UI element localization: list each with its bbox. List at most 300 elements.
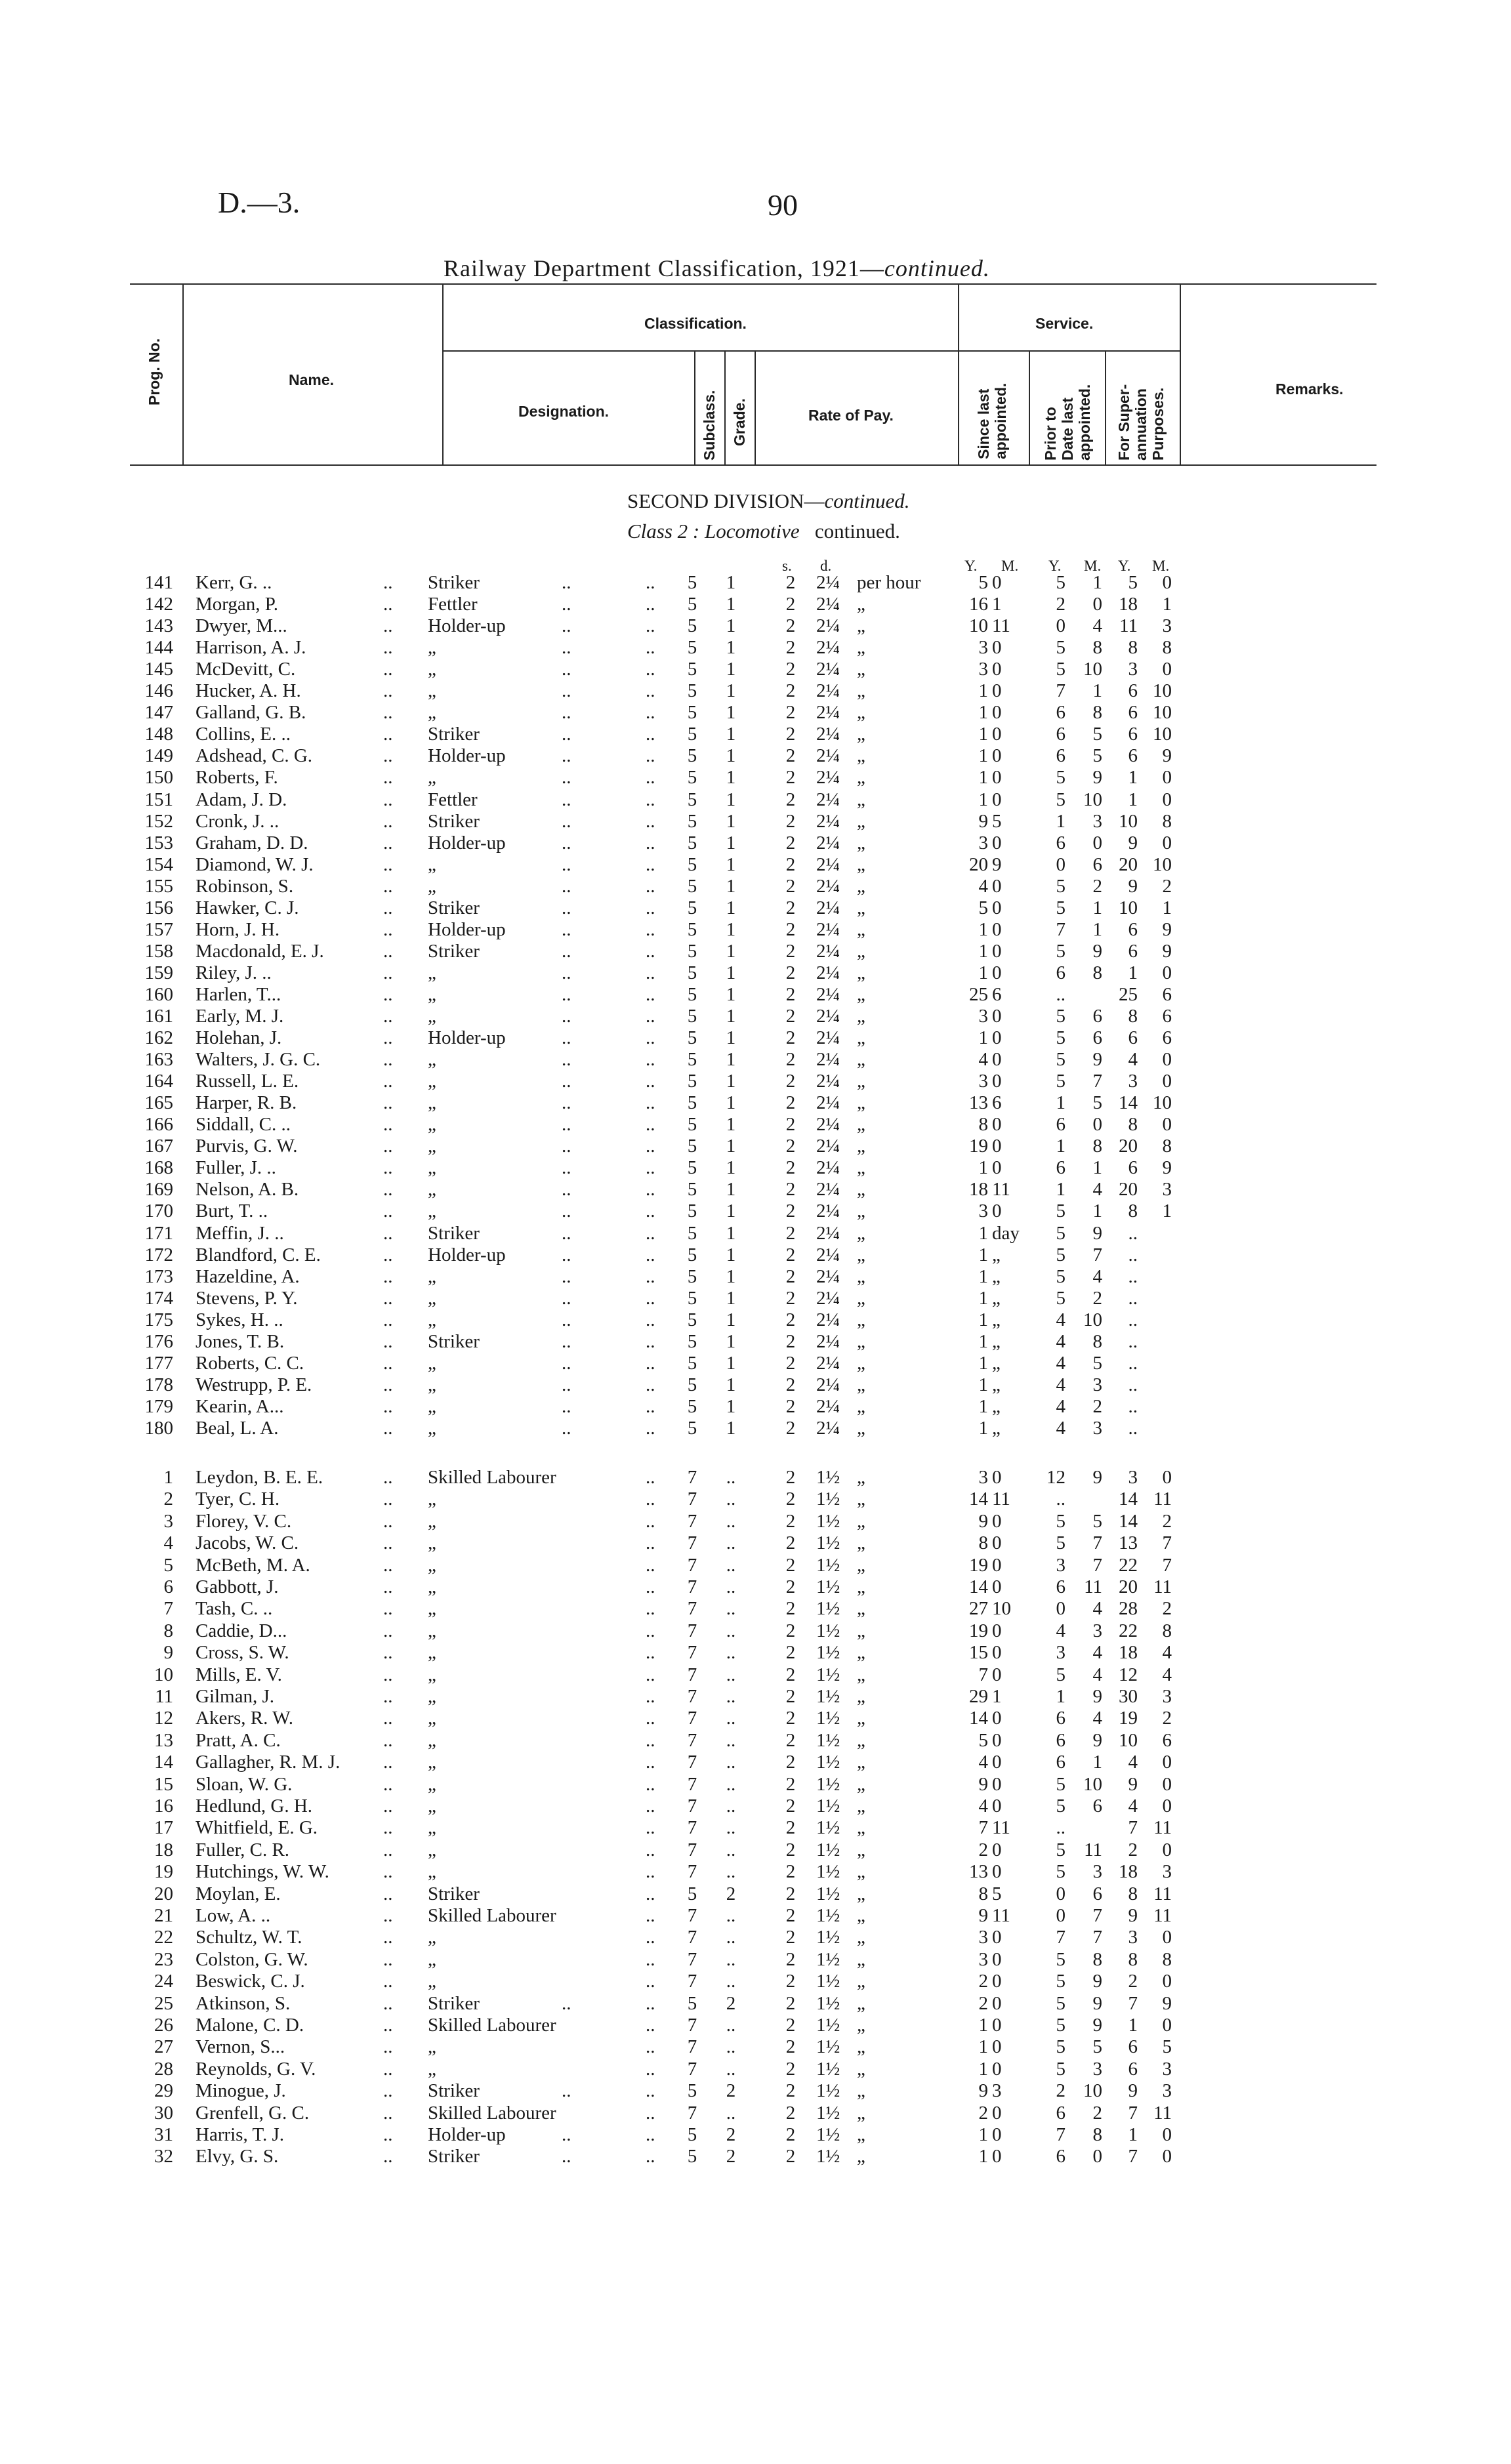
cell-rate-shillings: 2 — [785, 1948, 796, 1970]
cell-grade: 1 — [726, 832, 736, 853]
cell-prior-years: 4 — [1056, 1309, 1066, 1330]
cell-subclass: 7 — [687, 1686, 697, 1707]
cell-subclass-leader: .. — [646, 1554, 655, 1576]
cell-rate-shillings: 2 — [785, 940, 796, 962]
cell-since-years: 14 — [969, 1489, 988, 1510]
cell-super-months: 9 — [1162, 1157, 1172, 1179]
cell-name-leader: .. — [383, 1686, 393, 1707]
cell-since-years: 1 — [978, 1374, 988, 1395]
cell-since-months: „ — [992, 1309, 1001, 1330]
cell-designation-leader: .. — [562, 810, 571, 832]
unit-shillings: s. — [782, 558, 792, 574]
cell-subclass: 7 — [687, 1752, 697, 1773]
cell-prior-months: 2 — [1092, 875, 1102, 897]
cell-name-leader: .. — [383, 853, 393, 875]
cell-subclass-leader: .. — [646, 853, 655, 875]
cell-super-years: 19 — [1119, 1708, 1138, 1729]
cell-since-months: 0 — [992, 724, 1002, 745]
cell-since-months: 0 — [992, 1576, 1002, 1597]
cell-designation: „ — [428, 1352, 436, 1374]
cell-rate-pence: 2¼ — [816, 832, 840, 853]
cell-prog-no: 32 — [154, 2146, 173, 2167]
table-row — [0, 2103, 1511, 2124]
cell-super-months: 8 — [1162, 1620, 1172, 1641]
cell-super-years: 7 — [1128, 1817, 1138, 1839]
cell-since-years: 19 — [969, 1620, 988, 1641]
cell-prog-no: 172 — [144, 1244, 173, 1265]
cell-rate-unit: „ — [857, 2146, 865, 2167]
cell-rate-shillings: 2 — [785, 1883, 796, 1904]
cell-super-years: 20 — [1119, 1576, 1138, 1597]
cell-rate-shillings: 2 — [785, 1729, 796, 1751]
cell-name-leader: .. — [383, 1201, 393, 1222]
cell-rate-pence: 2¼ — [816, 1179, 840, 1201]
cell-grade: 1 — [726, 1179, 736, 1201]
cell-super-months: 0 — [1162, 767, 1172, 789]
cell-since-years: 3 — [978, 637, 988, 659]
cell-designation-leader: .. — [562, 832, 571, 853]
cell-prior-months: 9 — [1092, 1686, 1102, 1707]
cell-since-months: 0 — [992, 2058, 1002, 2080]
table-row — [0, 789, 1511, 811]
cell-super-years: .. — [1128, 1244, 1138, 1265]
cell-prog-no: 142 — [144, 594, 173, 615]
cell-subclass: 5 — [687, 702, 697, 724]
cell-prog-no: 145 — [144, 659, 173, 680]
cell-grade: .. — [726, 1861, 736, 1883]
cell-grade: .. — [726, 1708, 736, 1729]
cell-rate-unit: „ — [857, 1417, 865, 1439]
cell-since-months: 5 — [992, 810, 1002, 832]
cell-since-years: 3 — [978, 1006, 988, 1027]
cell-rate-unit: „ — [857, 702, 865, 724]
cell-grade: 2 — [726, 2124, 736, 2145]
cell-designation-leader: .. — [562, 767, 571, 789]
cell-name-leader: .. — [383, 1664, 393, 1685]
cell-grade: 1 — [726, 962, 736, 983]
cell-prior-months: 3 — [1092, 1861, 1102, 1883]
cell-prior-years: 5 — [1056, 1971, 1066, 1992]
cell-since-years: 19 — [969, 1136, 988, 1157]
cell-designation-leader: .. — [562, 1006, 571, 1027]
cell-since-months: 0 — [992, 1642, 1002, 1664]
cell-prior-years: 12 — [1046, 1467, 1066, 1488]
cell-rate-unit: „ — [857, 918, 865, 940]
cell-prior-years: 2 — [1056, 594, 1066, 615]
header-since-last-1: Since last — [975, 388, 992, 459]
cell-designation: Striker — [428, 1222, 480, 1244]
cell-rate-pence: 2¼ — [816, 1417, 840, 1439]
cell-grade: .. — [726, 1817, 736, 1839]
cell-prog-no: 158 — [144, 940, 173, 962]
cell-grade: 1 — [726, 767, 736, 789]
cell-name-leader: .. — [383, 1374, 393, 1395]
cell-prior-years: 5 — [1056, 1992, 1066, 2014]
table-row — [0, 1598, 1511, 1620]
cell-since-years: 1 — [978, 789, 988, 810]
cell-rate-shillings: 2 — [785, 615, 796, 637]
cell-prior-years: 5 — [1056, 1201, 1066, 1222]
cell-rate-unit: „ — [857, 1222, 865, 1244]
cell-name: Dwyer, M... — [196, 615, 287, 637]
cell-super-years: 22 — [1119, 1620, 1138, 1641]
cell-super-years: 7 — [1128, 2146, 1138, 2167]
header-name: Name. — [289, 371, 335, 388]
cell-rate-shillings: 2 — [785, 1352, 796, 1374]
page-title-continued: continued. — [884, 255, 990, 281]
cell-name-leader: .. — [383, 1532, 393, 1554]
cell-rate-shillings: 2 — [785, 1796, 796, 1817]
cell-prog-no: 159 — [144, 962, 173, 983]
cell-rate-shillings: 2 — [785, 875, 796, 897]
cell-subclass: 5 — [687, 1201, 697, 1222]
cell-rate-shillings: 2 — [785, 2124, 796, 2145]
rule-h-service — [958, 350, 1180, 352]
cell-grade: .. — [726, 2036, 736, 2058]
table-row — [0, 680, 1511, 702]
cell-since-years: 3 — [978, 832, 988, 853]
cell-designation: „ — [428, 1773, 436, 1795]
cell-super-years: 18 — [1119, 1861, 1138, 1883]
cell-prior-months: 9 — [1092, 1049, 1102, 1071]
cell-since-months: 0 — [992, 1114, 1002, 1136]
cell-subclass: 7 — [687, 1532, 697, 1554]
cell-designation: Striker — [428, 810, 480, 832]
cell-subclass: 7 — [687, 1817, 697, 1839]
table-row — [0, 1353, 1511, 1374]
cell-name-leader: .. — [383, 1265, 393, 1287]
cell-subclass-leader: .. — [646, 983, 655, 1005]
cell-super-months: 2 — [1162, 875, 1172, 897]
cell-rate-pence: 2¼ — [816, 789, 840, 810]
cell-prior-years: 5 — [1056, 637, 1066, 659]
cell-prior-months: 4 — [1092, 615, 1102, 637]
cell-since-years: 5 — [978, 897, 988, 918]
cell-name: Macdonald, E. J. — [196, 940, 324, 962]
cell-rate-shillings: 2 — [785, 1417, 796, 1439]
table-row — [0, 702, 1511, 724]
cell-rate-pence: 1½ — [816, 2080, 840, 2102]
cell-super-years: 5 — [1128, 572, 1138, 593]
cell-subclass: 7 — [687, 2058, 697, 2080]
cell-name: Hazeldine, A. — [196, 1265, 300, 1287]
table-row — [0, 2080, 1511, 2102]
cell-grade: .. — [726, 2058, 736, 2080]
cell-subclass: 5 — [687, 572, 697, 593]
cell-super-years: 1 — [1128, 2015, 1138, 2036]
cell-prior-years: 0 — [1056, 1598, 1066, 1620]
cell-prog-no: 150 — [144, 767, 173, 789]
cell-subclass-leader: .. — [646, 1309, 655, 1330]
cell-super-years: .. — [1128, 1287, 1138, 1309]
cell-grade: 1 — [726, 659, 736, 680]
cell-prior-years: 1 — [1056, 1092, 1066, 1114]
cell-name: Atkinson, S. — [196, 1992, 291, 2014]
table-row — [0, 1288, 1511, 1309]
table-row — [0, 2036, 1511, 2058]
cell-grade: 1 — [726, 1201, 736, 1222]
cell-name-leader: .. — [383, 1992, 393, 2014]
rule-v-class-end — [958, 283, 959, 464]
table-row — [0, 811, 1511, 832]
cell-designation-leader: .. — [562, 1222, 571, 1244]
cell-super-months: 2 — [1162, 1598, 1172, 1620]
cell-prior-months: 11 — [1084, 1576, 1102, 1597]
cell-subclass-leader: .. — [646, 1948, 655, 1970]
cell-prior-years: 5 — [1056, 1071, 1066, 1092]
division-continued: continued. — [824, 489, 910, 512]
cell-super-months: 8 — [1162, 1948, 1172, 1970]
cell-since-months: 0 — [992, 1157, 1002, 1179]
table-row — [0, 1949, 1511, 1971]
cell-prior-months: 1 — [1092, 572, 1102, 593]
cell-rate-pence: 1½ — [816, 1752, 840, 1773]
cell-designation-leader: .. — [562, 659, 571, 680]
cell-since-months: „ — [992, 1244, 1001, 1265]
page-number: 90 — [768, 188, 798, 222]
cell-grade: 1 — [726, 572, 736, 593]
cell-rate-unit: „ — [857, 2036, 865, 2058]
cell-rate-pence: 2¼ — [816, 1244, 840, 1265]
table-row — [0, 1620, 1511, 1642]
cell-super-years: 9 — [1128, 1905, 1138, 1926]
cell-subclass: 7 — [687, 1576, 697, 1597]
cell-prog-no: 5 — [163, 1554, 173, 1576]
cell-name: Sykes, H. .. — [196, 1309, 283, 1330]
cell-grade: .. — [726, 1839, 736, 1860]
cell-designation: „ — [428, 1287, 436, 1309]
cell-name-leader: .. — [383, 724, 393, 745]
cell-since-months: 0 — [992, 1510, 1002, 1532]
cell-rate-unit: „ — [857, 1265, 865, 1287]
cell-rate-pence: 2¼ — [816, 1330, 840, 1352]
cell-super-months: 0 — [1162, 572, 1172, 593]
cell-name: Beal, L. A. — [196, 1417, 279, 1439]
cell-name: Early, M. J. — [196, 1006, 284, 1027]
cell-rate-shillings: 2 — [785, 2146, 796, 2167]
cell-grade: .. — [726, 1598, 736, 1620]
cell-name-leader: .. — [383, 680, 393, 702]
cell-subclass: 5 — [687, 659, 697, 680]
cell-super-years: 25 — [1119, 983, 1138, 1005]
cell-since-months: 1 — [992, 594, 1002, 615]
cell-prog-no: 26 — [154, 2015, 173, 2036]
cell-designation: „ — [428, 1971, 436, 1992]
cell-super-months: 3 — [1162, 1179, 1172, 1201]
table-row — [0, 594, 1511, 615]
cell-subclass-leader: .. — [646, 680, 655, 702]
cell-prog-no: 175 — [144, 1309, 173, 1330]
cell-name-leader: .. — [383, 1287, 393, 1309]
cell-name: Cross, S. W. — [196, 1642, 289, 1664]
cell-super-years: 6 — [1128, 745, 1138, 767]
cell-super-months: 11 — [1153, 1905, 1172, 1926]
cell-since-years: 19 — [969, 1554, 988, 1576]
cell-rate-unit: „ — [857, 745, 865, 767]
cell-prior-months: 3 — [1092, 810, 1102, 832]
table-row — [0, 637, 1511, 659]
cell-since-years: 1 — [978, 745, 988, 767]
cell-since-years: 1 — [978, 1222, 988, 1244]
cell-rate-unit: „ — [857, 1817, 865, 1839]
cell-name: McBeth, M. A. — [196, 1554, 310, 1576]
header-super-2: annuation — [1132, 388, 1149, 461]
cell-super-months: 0 — [1162, 1071, 1172, 1092]
cell-designation: „ — [428, 1309, 436, 1330]
cell-prior-years: 6 — [1056, 1752, 1066, 1773]
cell-designation-leader: .. — [562, 1136, 571, 1157]
cell-super-months: 5 — [1162, 2036, 1172, 2058]
cell-designation-leader: .. — [562, 853, 571, 875]
cell-designation: „ — [428, 1092, 436, 1114]
cell-prior-years: .. — [1056, 1817, 1066, 1839]
cell-designation-leader: .. — [562, 1027, 571, 1049]
cell-since-months: 0 — [992, 1071, 1002, 1092]
cell-designation: Holder-up — [428, 1244, 506, 1265]
cell-name: Tyer, C. H. — [196, 1489, 280, 1510]
cell-grade: 1 — [726, 1244, 736, 1265]
cell-prior-months: 5 — [1092, 724, 1102, 745]
rule-v-designation — [694, 350, 695, 464]
cell-subclass: 5 — [687, 1352, 697, 1374]
cell-designation: „ — [428, 1839, 436, 1860]
cell-name-leader: .. — [383, 1157, 393, 1179]
cell-name-leader: .. — [383, 2102, 393, 2124]
cell-rate-pence: 2¼ — [816, 680, 840, 702]
cell-rate-pence: 2¼ — [816, 659, 840, 680]
cell-super-months: 2 — [1162, 1510, 1172, 1532]
cell-prior-months: 1 — [1092, 1157, 1102, 1179]
cell-super-months: 0 — [1162, 1971, 1172, 1992]
cell-super-months: 3 — [1162, 1686, 1172, 1707]
cell-grade: 1 — [726, 745, 736, 767]
cell-grade: 1 — [726, 637, 736, 659]
cell-prior-months: 6 — [1092, 1883, 1102, 1904]
cell-name-leader: .. — [383, 1796, 393, 1817]
cell-prior-years: 5 — [1056, 767, 1066, 789]
cell-since-years: 27 — [969, 1598, 988, 1620]
cell-prior-years: 1 — [1056, 810, 1066, 832]
cell-designation-leader: .. — [562, 1049, 571, 1071]
cell-since-years: 1 — [978, 1395, 988, 1417]
cell-super-months: 10 — [1153, 680, 1172, 702]
table-row — [0, 767, 1511, 789]
cell-name-leader: .. — [383, 637, 393, 659]
cell-prior-months: 9 — [1092, 1467, 1102, 1488]
cell-designation-leader: .. — [562, 2146, 571, 2167]
cell-super-months: 10 — [1153, 724, 1172, 745]
cell-subclass: 5 — [687, 2080, 697, 2102]
cell-super-months: 7 — [1162, 1554, 1172, 1576]
cell-rate-pence: 2¼ — [816, 1006, 840, 1027]
cell-super-years: 6 — [1128, 680, 1138, 702]
cell-since-months: 0 — [992, 1773, 1002, 1795]
table-row — [0, 1532, 1511, 1554]
cell-subclass-leader: .. — [646, 594, 655, 615]
cell-prog-no: 10 — [154, 1664, 173, 1685]
cell-super-years: 10 — [1119, 1729, 1138, 1751]
cell-super-months: 11 — [1153, 1883, 1172, 1904]
table-row — [0, 1905, 1511, 1927]
cell-designation-leader: .. — [562, 1179, 571, 1201]
cell-rate-unit: „ — [857, 1773, 865, 1795]
cell-name: Riley, J. .. — [196, 962, 272, 983]
cell-name: Hawker, C. J. — [196, 897, 299, 918]
header-prog-no: Prog. No. — [146, 338, 163, 405]
cell-name: Nelson, A. B. — [196, 1179, 299, 1201]
cell-since-years: 14 — [969, 1576, 988, 1597]
cell-rate-pence: 2¼ — [816, 702, 840, 724]
cell-since-years: 1 — [978, 1157, 988, 1179]
cell-prog-no: 161 — [144, 1006, 173, 1027]
cell-rate-pence: 1½ — [816, 1554, 840, 1576]
cell-since-years: 16 — [969, 594, 988, 615]
cell-grade: 1 — [726, 1136, 736, 1157]
cell-rate-unit: „ — [857, 832, 865, 853]
cell-subclass-leader: .. — [646, 1729, 655, 1751]
header-classification: Classification. — [644, 315, 747, 332]
cell-designation-leader: .. — [562, 962, 571, 983]
cell-prior-years: 6 — [1056, 832, 1066, 853]
cell-name-leader: .. — [383, 1330, 393, 1352]
cell-designation: „ — [428, 680, 436, 702]
cell-since-months: 0 — [992, 2102, 1002, 2124]
cell-rate-pence: 2¼ — [816, 572, 840, 593]
cell-rate-shillings: 2 — [785, 1309, 796, 1330]
cell-grade: 1 — [726, 940, 736, 962]
cell-name-leader: .. — [383, 1049, 393, 1071]
cell-prior-months: 5 — [1092, 745, 1102, 767]
rule-v-subclass — [724, 350, 726, 464]
cell-subclass-leader: .. — [646, 1576, 655, 1597]
cell-since-months: 0 — [992, 2015, 1002, 2036]
cell-rate-unit: „ — [857, 1576, 865, 1597]
cell-super-months: 10 — [1153, 853, 1172, 875]
cell-rate-pence: 1½ — [816, 1992, 840, 2014]
cell-name: Harper, R. B. — [196, 1092, 297, 1114]
cell-designation: „ — [428, 1136, 436, 1157]
cell-rate-pence: 1½ — [816, 1620, 840, 1641]
cell-subclass: 5 — [687, 918, 697, 940]
cell-prior-years: 1 — [1056, 1179, 1066, 1201]
cell-grade: 1 — [726, 983, 736, 1005]
cell-super-months: 11 — [1153, 2102, 1172, 2124]
cell-subclass: 7 — [687, 1598, 697, 1620]
cell-super-years: 9 — [1128, 1773, 1138, 1795]
cell-super-months: 9 — [1162, 918, 1172, 940]
table-row — [0, 1642, 1511, 1664]
cell-prior-months: 10 — [1083, 2080, 1102, 2102]
cell-prior-months: 5 — [1092, 1092, 1102, 1114]
table-row — [0, 1555, 1511, 1576]
cell-since-months: 0 — [992, 1027, 1002, 1049]
cell-prior-months: 4 — [1092, 1265, 1102, 1287]
cell-super-months: 10 — [1153, 1092, 1172, 1114]
cell-grade: .. — [726, 1620, 736, 1641]
cell-prog-no: 151 — [144, 789, 173, 810]
cell-since-years: 14 — [969, 1708, 988, 1729]
cell-since-months: 0 — [992, 680, 1002, 702]
cell-designation-leader: .. — [562, 875, 571, 897]
cell-designation: Holder-up — [428, 745, 506, 767]
cell-prog-no: 18 — [154, 1839, 173, 1860]
cell-subclass: 5 — [687, 745, 697, 767]
cell-super-months: 1 — [1162, 1201, 1172, 1222]
table-row — [0, 1796, 1511, 1817]
cell-designation: „ — [428, 1642, 436, 1664]
cell-designation-leader: .. — [562, 2124, 571, 2145]
cell-designation: „ — [428, 702, 436, 724]
